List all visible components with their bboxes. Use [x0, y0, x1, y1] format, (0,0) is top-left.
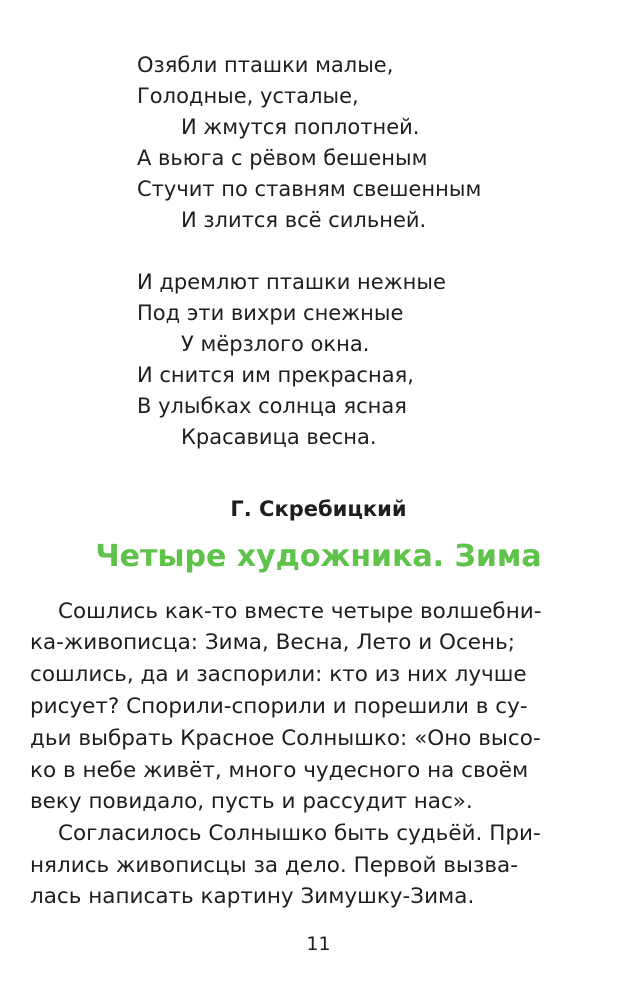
story-author: Г. Скребицкий [230, 497, 407, 521]
story-line: рисует? Спорили-спорили и порешили в су- [30, 694, 528, 719]
poem-line: У мёрзлого окна. [181, 332, 370, 356]
story-line: лась написать картину Зимушку-Зима. [30, 884, 475, 909]
story-line: сошлись, да и заспорили: кто из них лучше [30, 662, 527, 687]
story-line: ка-живописца: Зима, Весна, Лето и Осень; [30, 630, 515, 655]
poem-line: Голодные, усталые, [137, 84, 359, 108]
story-line: дьи выбрать Красное Солнышко: «Оно высо- [30, 726, 541, 751]
poem-line: В улыбках солнца ясная [137, 394, 407, 418]
poem-line: Стучит по ставням свешенным [137, 177, 482, 201]
poem-line: Озябли пташки малые, [137, 53, 394, 77]
poem-line: И злится всё сильней. [181, 208, 427, 232]
poem-line: А вьюга с рёвом бешеным [137, 146, 428, 170]
story-line: веку повидало, пусть и рассудит нас». [30, 789, 473, 814]
story-title: Четыре художника. Зима [95, 539, 542, 574]
story-line: ко в небе живёт, много чудесного на своём [30, 758, 529, 783]
story-line: Согласилось Солнышко быть судьёй. При- [58, 821, 541, 846]
story-line: Сошлись как-то вместе четыре волшебни- [58, 599, 542, 624]
poem-line: И снится им прекрасная, [137, 363, 414, 387]
story-line: нялись живописцы за дело. Первой вызва- [30, 853, 518, 878]
page-number: 11 [306, 933, 331, 955]
poem-line: Под эти вихри снежные [137, 301, 404, 325]
poem-line: И дремлют пташки нежные [137, 270, 446, 294]
poem-line: Красавица весна. [181, 425, 377, 449]
poem-line: И жмутся поплотней. [181, 115, 420, 139]
